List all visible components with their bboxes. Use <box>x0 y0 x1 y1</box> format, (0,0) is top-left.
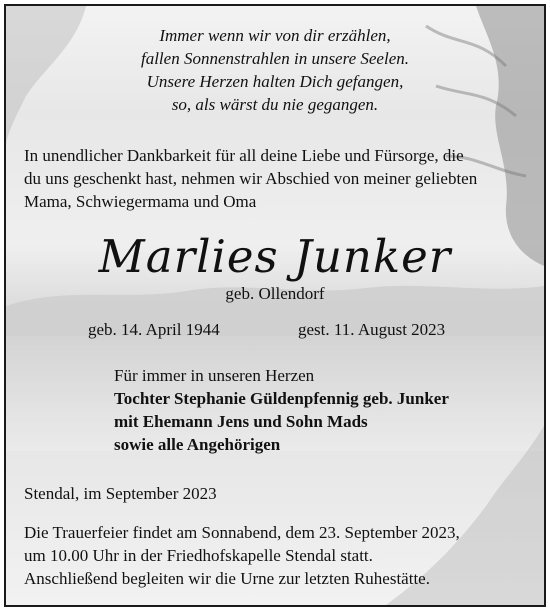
death-date: gest. 11. August 2023 <box>298 320 446 339</box>
maiden-name: geb. Ollendorf <box>225 284 325 303</box>
service-line: Anschließend begleiten wir die Urne zur letzten Ruhestätte. <box>24 569 430 588</box>
mourners-heading: Für immer in unseren Herzen <box>114 366 315 385</box>
birth-date: geb. 14. April 1944 <box>88 320 220 339</box>
service-info <box>24 521 536 590</box>
poem-line: Immer wenn wir von dir erzählen, <box>159 26 391 45</box>
mourners-block <box>114 364 449 456</box>
obituary-card <box>4 4 546 607</box>
place-date: Stendal, im September 2023 <box>24 484 217 503</box>
poem <box>6 24 544 116</box>
mourner-line: Tochter Stephanie Güldenpfennig geb. Junker <box>114 389 449 408</box>
poem-line: Unsere Herzen halten Dich gefangen, <box>146 72 404 91</box>
service-line: um 10.00 Uhr in der Friedhofskapelle Stendal statt. <box>24 546 373 565</box>
deceased-name: Marlies Junker <box>98 230 452 283</box>
poem-line: so, als wärst du nie gegangen. <box>171 95 379 114</box>
mourner-line: mit Ehemann Jens und Sohn Mads <box>114 412 368 431</box>
intro-text <box>24 144 534 213</box>
mourner-line: sowie alle Angehörigen <box>114 435 281 454</box>
intro-line: In unendlicher Dankbarkeit für all deine Liebe und Fürsorge, die <box>24 146 464 165</box>
intro-line: Mama, Schwiegermama und Oma <box>24 192 257 211</box>
service-line: Die Trauerfeier findet am Sonnabend, dem 23. September 2023, <box>24 523 460 542</box>
intro-line: du uns geschenkt hast, nehmen wir Abschied von meiner geliebten <box>24 169 478 188</box>
poem-line: fallen Sonnenstrahlen in unsere Seelen. <box>140 49 409 68</box>
